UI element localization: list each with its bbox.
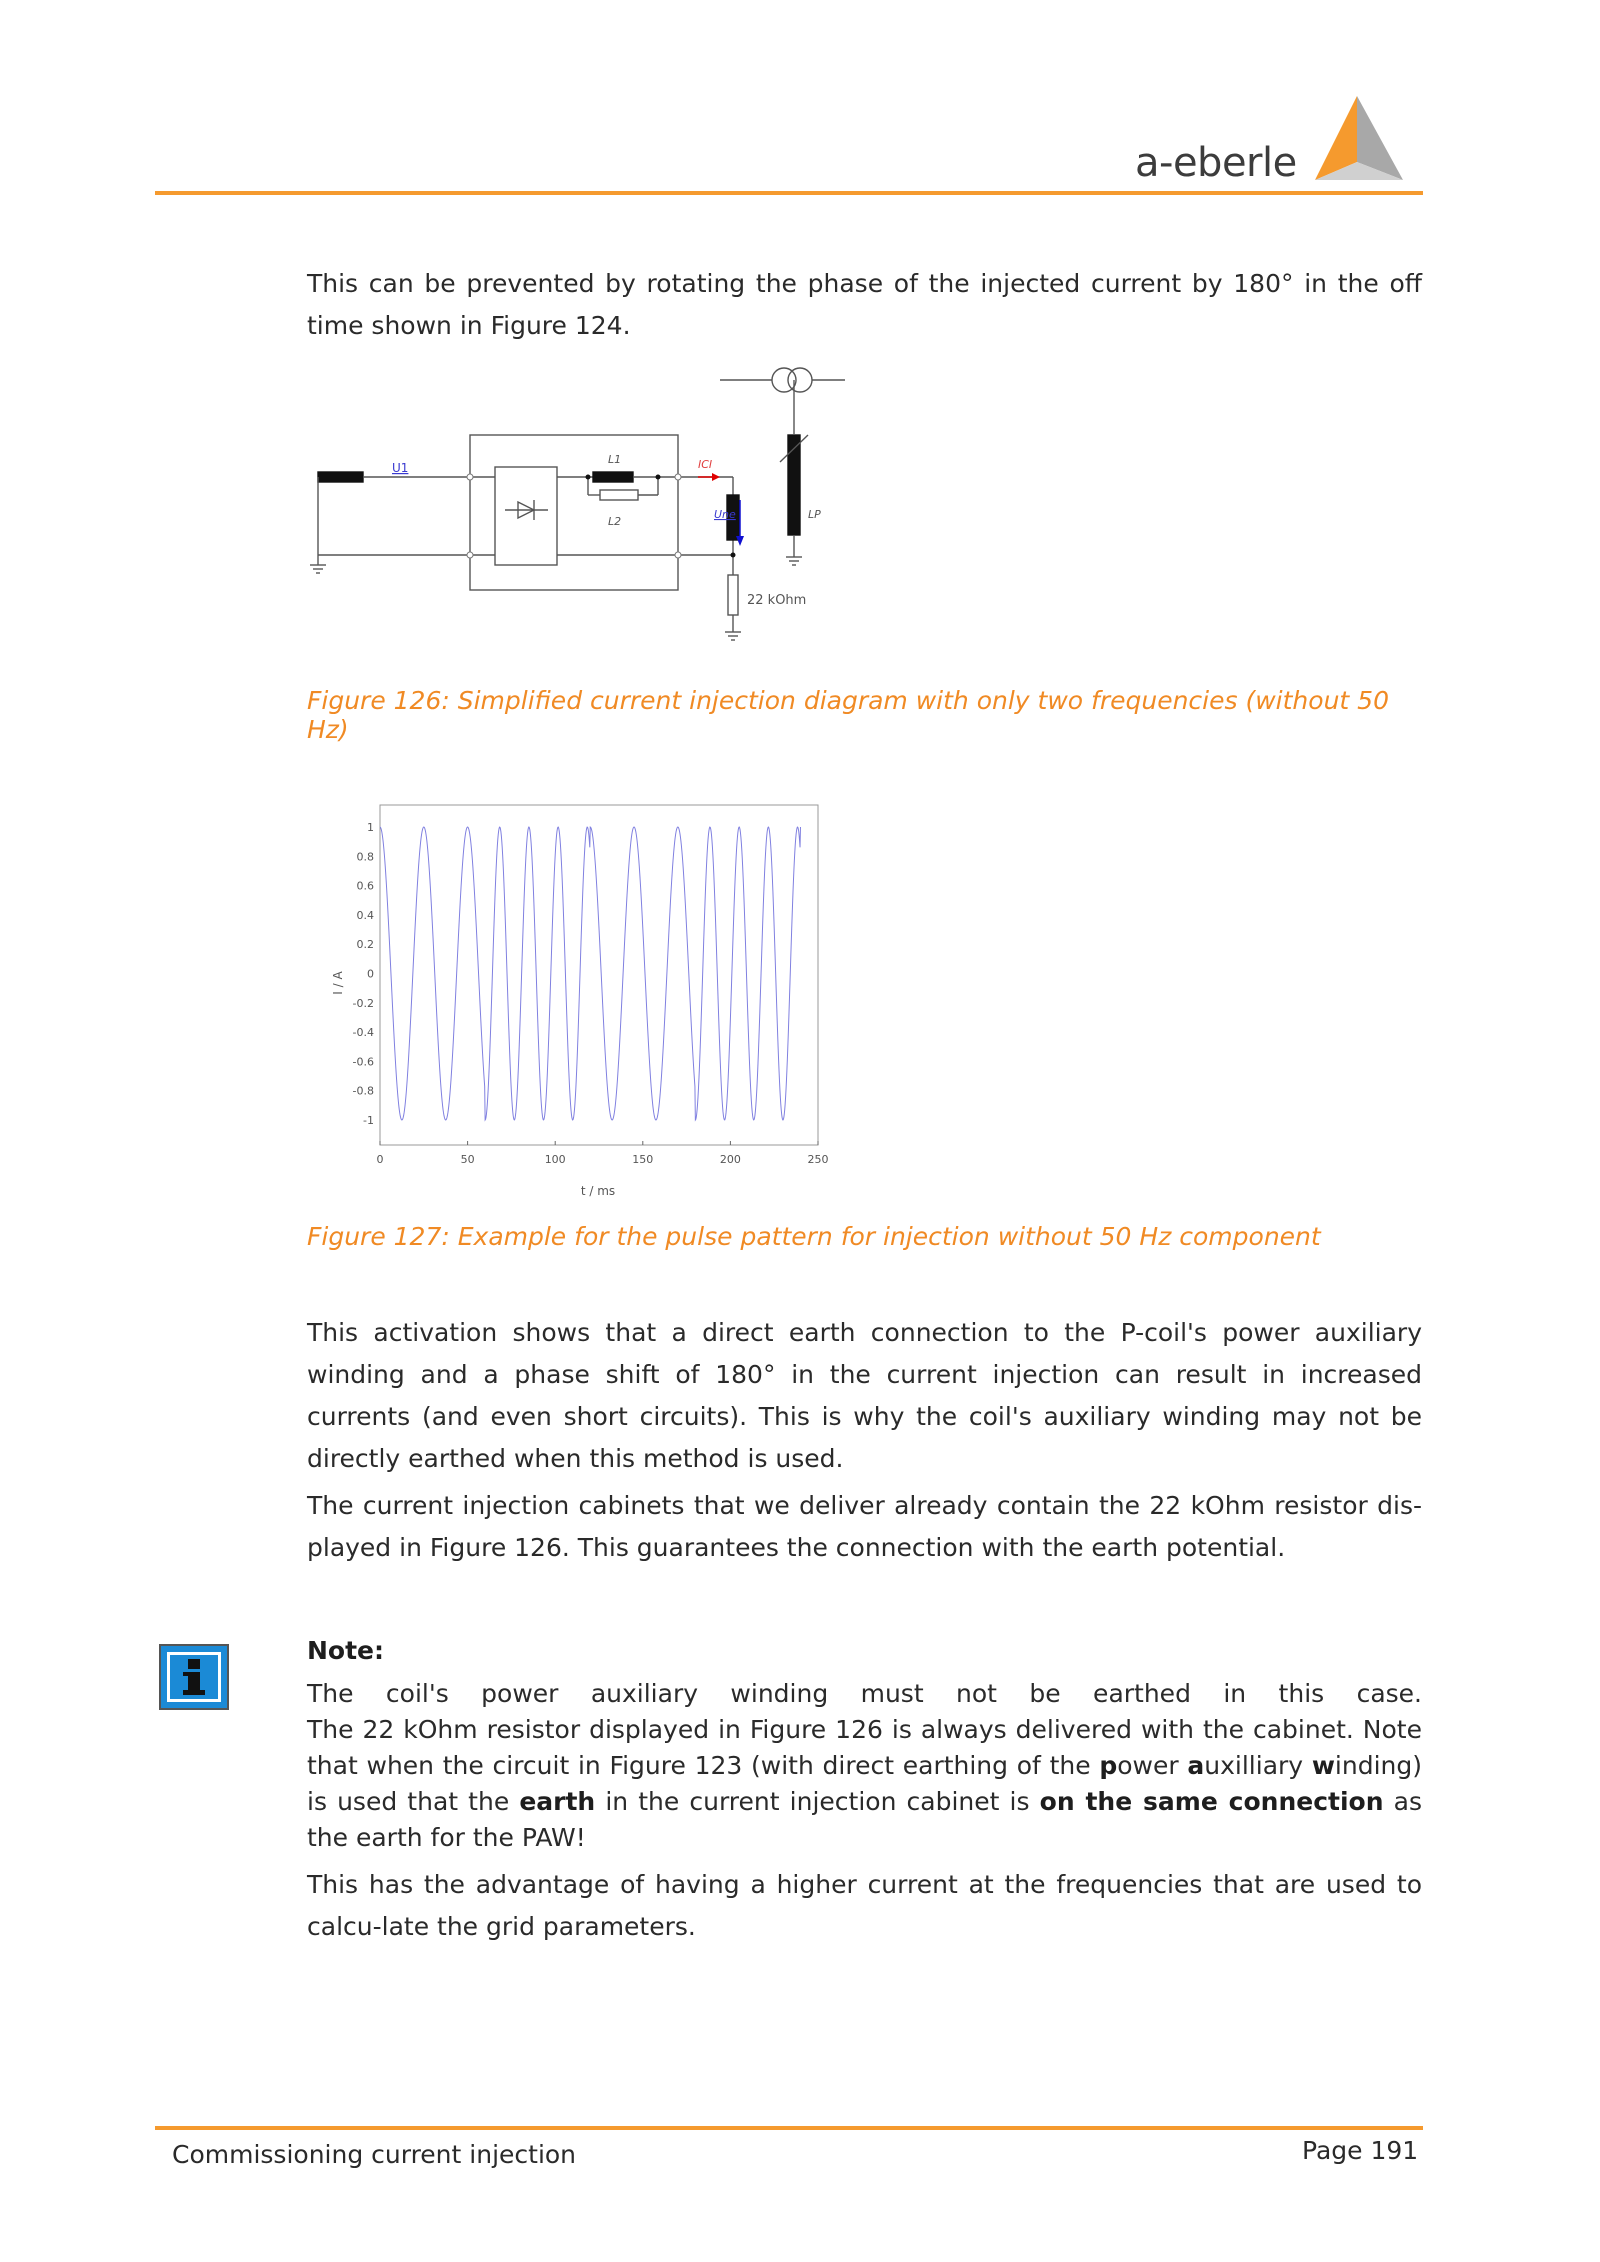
note-line-2: The 22 kOhm resistor displayed in Figure 126 is always delivered with the cabinet. Note that when the circuit in Figure 123 (with direct earthing of the power auxilliary winding) is used that the earth in the current injection cabinet is on the same connection as the earth for the PAW! [307, 1715, 1422, 1852]
chart-xtick-label: 150 [632, 1153, 654, 1166]
label-u1: U1 [392, 461, 409, 475]
footer-section-title: Commissioning current injection [172, 2140, 577, 2169]
chart-ytick-label: -0.2 [352, 996, 374, 1010]
chart-xlabel: t / ms [580, 1184, 616, 1198]
chart-plot-area [380, 805, 818, 1145]
note-line-1: The coil's power auxiliary winding must not be earthed in this case. [307, 1679, 1422, 1708]
label-lp: LP [808, 508, 821, 521]
label-l1: L1 [608, 453, 622, 466]
note-body [307, 1676, 1422, 1948]
page-number: Page 191 [1302, 2136, 1419, 2165]
label-icl: ICI [698, 458, 713, 471]
figure-127-caption: Figure 127: Example for the pulse pattern for injection without 50 Hz component [307, 1222, 1321, 1251]
note-paragraph-2: This has the advantage of having a higher current at the frequencies that are used to calcu-late the grid parameters. [307, 1870, 1422, 1941]
info-icon [158, 1643, 230, 1711]
paragraph-activation: This activation shows that a direct earth connection to the P-coil's power auxiliary winding and a phase shift of 180° in the current injection can result in increased currents (and even short circuits). This is why the coil's auxiliary winding may not be directly earthed when this method is used. [307, 1318, 1422, 1473]
chart-xtick-label: 0 [376, 1153, 384, 1166]
label-une: Une [714, 508, 736, 521]
chart-ytick-label: 1 [367, 821, 374, 834]
note-title: Note: [307, 1636, 385, 1665]
figure-126-caption: Figure 126: Simplified current injection diagram with only two frequencies (without 50 Hz) [307, 686, 1389, 744]
chart-ytick-label: 0.8 [356, 850, 374, 864]
chart-xtick-label: 200 [719, 1153, 741, 1166]
chart-ytick-label: -0.4 [352, 1026, 374, 1040]
chart-ytick-label: 0 [367, 967, 374, 981]
pulse-pattern-chart [320, 795, 840, 1205]
chart-ytick-label: 0.2 [356, 938, 374, 952]
paragraph-cabinets: The current injection cabinets that we deliver already contain the 22 kOhm resistor dis-played in Figure 126. This guarantees the connection with the earth potential. [307, 1491, 1422, 1562]
header-rule [155, 191, 1423, 195]
label-l2: L2 [608, 515, 622, 528]
chart-ytick-label: -0.8 [352, 1084, 374, 1098]
chart-xtick-label: 250 [807, 1153, 829, 1166]
intro-paragraph: This can be prevented by rotating the phase of the injected current by 180° in the off time shown in Figure 124. [307, 269, 1422, 340]
chart-ylabel: I / A [331, 971, 345, 995]
footer-rule [155, 2126, 1423, 2130]
label-resistor: 22 kOhm [747, 593, 807, 608]
chart-ytick-label: -1 [363, 1114, 374, 1127]
chart-ytick-label: 0.6 [356, 879, 374, 893]
company-logo [1135, 88, 1415, 188]
chart-xtick-label: 50 [460, 1153, 475, 1166]
circuit-diagram [300, 350, 860, 660]
chart-ytick-label: -0.6 [352, 1055, 374, 1069]
chart-ytick-label: 0.4 [356, 908, 374, 922]
logo-text: a-eberle [1135, 140, 1297, 186]
chart-xtick-label: 100 [544, 1153, 566, 1166]
